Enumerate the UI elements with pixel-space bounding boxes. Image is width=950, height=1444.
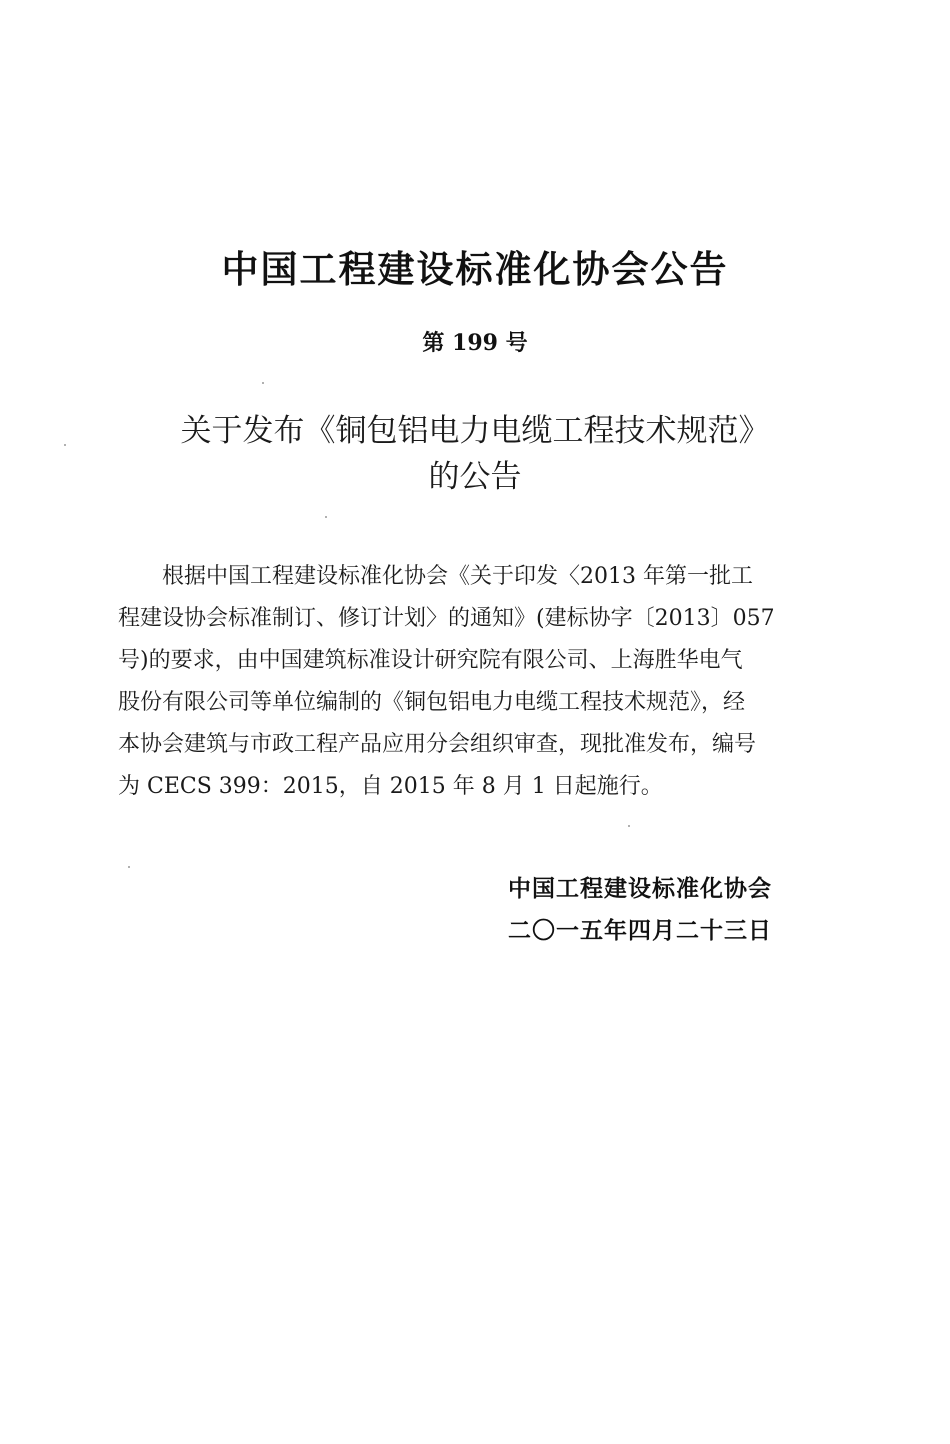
body-line: 为 CECS 399：2015，自 2015 年 8 月 1 日起施行。 xyxy=(118,774,663,799)
notice-number: 第 199 号 xyxy=(422,330,528,356)
body-line: 股份有限公司等单位编制的《铜包铝电力电缆工程技术规范》，经 xyxy=(118,690,746,715)
body-line: 号)的要求，由中国建筑标准设计研究院有限公司、上海胜华电气 xyxy=(118,648,743,673)
announcement-subject xyxy=(120,408,830,500)
issuing-organization: 中国工程建设标准化协会 xyxy=(508,876,772,902)
announcement-body xyxy=(118,556,848,808)
scan-speck xyxy=(64,444,66,446)
signature-block xyxy=(508,868,772,952)
subject-line-1: 关于发布《铜包铝电力电缆工程技术规范》 xyxy=(180,413,770,449)
scan-speck xyxy=(128,866,130,868)
scan-speck xyxy=(262,382,264,384)
org-announcement-title: 中国工程建设标准化协会公告 xyxy=(221,248,729,291)
subject-line-2: 的公告 xyxy=(428,459,522,495)
scan-speck xyxy=(325,516,327,518)
body-line: 本协会建筑与市政工程产品应用分会组织审查，现批准发布，编号 xyxy=(118,732,757,757)
issue-date: 二〇一五年四月二十三日 xyxy=(508,918,772,944)
scan-speck xyxy=(628,825,630,827)
body-line: 程建设协会标准制订、修订计划〉的通知》(建标协字〔2013〕057 xyxy=(118,606,775,631)
body-line: 根据中国工程建设标准化协会《关于印发〈2013 年第一批工 xyxy=(162,564,753,589)
